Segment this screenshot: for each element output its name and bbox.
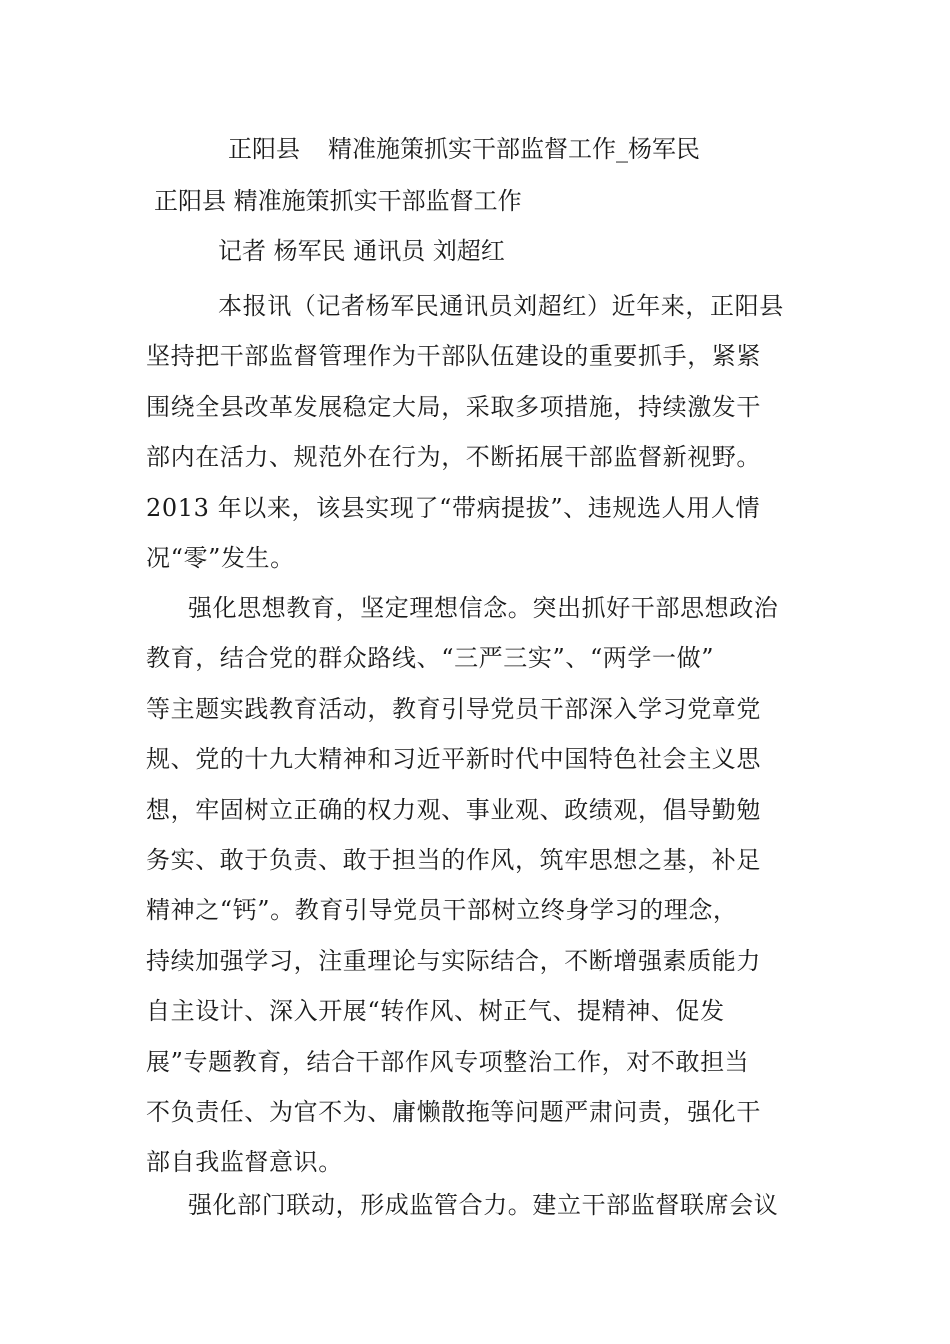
paragraph-line: 强化思想教育，坚定理想信念。突出抓好干部思想政治	[188, 594, 779, 622]
paragraph-line: 围绕全县改革发展稳定大局，采取多项措施，持续激发干	[146, 392, 761, 421]
paragraph-line: 持续加强学习，注重理论与实际结合，不断增强素质能力	[146, 946, 761, 975]
paragraph-line: 教育，结合党的群众路线、“三严三实”、“两学一做”	[146, 644, 715, 673]
paragraph-line: 况“零”发生。	[146, 544, 295, 573]
paragraph-education	[146, 583, 806, 1188]
paragraph-intro	[146, 281, 806, 583]
paragraph-line: 部内在活力、规范外在行为，不断拓展干部监督新视野。	[146, 443, 761, 472]
document-byline: 记者 杨军民 通讯员 刘超红	[218, 237, 505, 265]
paragraph-line: 部自我监督意识。	[146, 1148, 343, 1177]
paragraph-line: 不负责任、为官不为、庸懒散拖等问题严肃问责，强化干	[146, 1098, 761, 1127]
paragraph-line: 坚持把干部监督管理作为干部队伍建设的重要抓手，紧紧	[146, 342, 761, 371]
document-title	[228, 134, 700, 164]
paragraph-line: 规、党的十九大精神和习近平新时代中国特色社会主义思	[146, 745, 761, 774]
paragraph-line: 想，牢固树立正确的权力观、事业观、政绩观，倡导勤勉	[146, 795, 761, 824]
title-county: 正阳县	[228, 135, 300, 163]
paragraph-line: 本报讯（记者杨军民通讯员刘超红）近年来，正阳县	[218, 292, 784, 320]
paragraph-line: 自主设计、深入开展“转作风、树正气、提精神、促发	[146, 997, 725, 1026]
document-subtitle: 正阳县 精准施策抓实干部监督工作	[154, 187, 522, 215]
paragraph-line: 务实、敢于负责、敢于担当的作风，筑牢思想之基，补足	[146, 846, 761, 875]
paragraph-line: 精神之“钙”。教育引导党员干部树立终身学习的理念，	[146, 896, 738, 925]
title-headline: 精准施策抓实干部监督工作_杨军民	[328, 135, 700, 163]
paragraph-line: 强化部门联动，形成监管合力。建立干部监督联席会议	[188, 1191, 779, 1219]
paragraph-line: 2013 年以来，该县实现了“带病提拔”、违规选人用人情	[146, 493, 761, 522]
paragraph-line: 等主题实践教育活动，教育引导党员干部深入学习党章党	[146, 694, 761, 723]
paragraph-coordination	[146, 1180, 806, 1230]
paragraph-line: 展”专题教育，结合干部作风专项整治工作，对不敢担当	[146, 1047, 750, 1076]
